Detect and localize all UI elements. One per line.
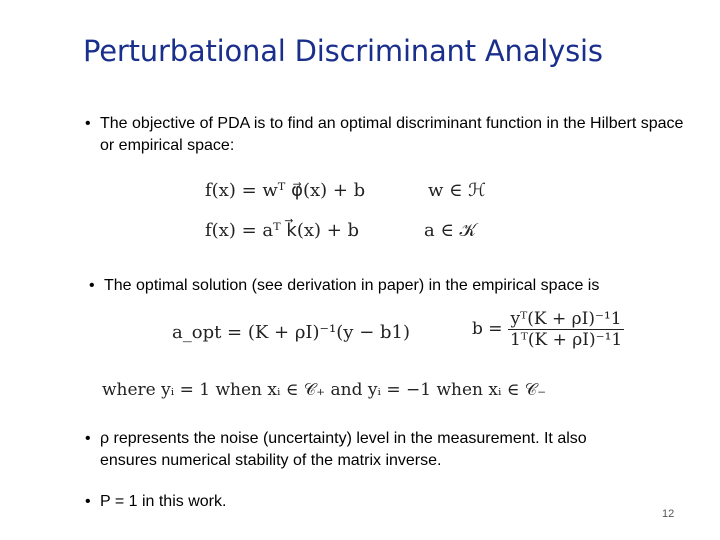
equation-a-opt: a_opt = (K + ρI)⁻¹(y − b1) bbox=[172, 322, 410, 343]
bullet-optimal-solution bbox=[89, 275, 689, 297]
bullet-dot: • bbox=[85, 115, 91, 132]
equation-w-domain: w ∈ ℋ bbox=[428, 180, 486, 201]
equation-f-empirical: f(x) = aᵀ k⃗(x) + b bbox=[205, 220, 360, 241]
equation-b-lhs: b = bbox=[472, 319, 503, 339]
bullet-rho bbox=[85, 428, 645, 472]
bullet-objective bbox=[85, 113, 685, 157]
equation-b-numerator: yᵀ(K + ρI)⁻¹1 bbox=[508, 309, 624, 330]
slide-title: Perturbational Discriminant Analysis bbox=[83, 34, 603, 68]
equation-b-denominator: 1ᵀ(K + ρI)⁻¹1 bbox=[509, 330, 623, 350]
bullet-optimal-solution-text: The optimal solution (see derivation in paper) in the empirical space is bbox=[104, 277, 600, 294]
bullet-dot: • bbox=[85, 493, 91, 510]
equation-where-labels: where yᵢ = 1 when xᵢ ∈ 𝒞₊ and yᵢ = −1 when xᵢ ∈ 𝒞₋ bbox=[102, 380, 547, 400]
equation-b bbox=[472, 309, 624, 350]
bullet-dot: • bbox=[85, 430, 91, 447]
bullet-rho-text: ρ represents the noise (uncertainty) level in the measurement. It also ensures numerical stability of the matrix inverse. bbox=[100, 430, 587, 469]
bullet-objective-text: The objective of PDA is to find an optimal discriminant function in the Hilbert space or empirical space: bbox=[100, 115, 684, 154]
equation-a-domain: a ∈ 𝒦 bbox=[424, 220, 477, 241]
page-number: 12 bbox=[662, 508, 675, 520]
equation-b-fraction bbox=[508, 309, 624, 350]
bullet-dot: • bbox=[89, 277, 95, 294]
bullet-p-value bbox=[85, 491, 485, 513]
bullet-p-value-text: P = 1 in this work. bbox=[100, 493, 227, 510]
equation-f-hilbert: f(x) = wᵀ φ⃗(x) + b bbox=[205, 180, 366, 201]
